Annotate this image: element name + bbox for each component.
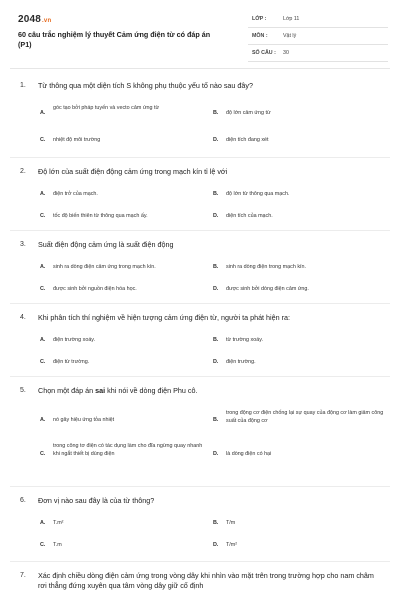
- document-title: 60 câu trắc nghiệm lý thuyết Cảm ứng điện từ có đáp án (P1): [18, 30, 211, 49]
- option-letter: C.: [40, 137, 46, 143]
- question-divider: [10, 157, 390, 158]
- logo-text: 2048: [18, 14, 42, 25]
- option-text: từ trường xoáy.: [226, 337, 264, 343]
- option-text: độ lớn cảm ứng từ: [226, 110, 271, 116]
- option-text: nhiệt độ môi trường: [53, 137, 101, 143]
- question-text-part: khi nói về dòng điện Phu cô.: [105, 386, 198, 395]
- option-letter: B.: [213, 264, 219, 270]
- question-divider: [10, 376, 390, 377]
- option-text: trong động cơ điện chống lại sự quay của động cơ làm giảm công suất của động cơ: [226, 410, 384, 424]
- question-divider: [10, 561, 390, 562]
- question-text: Khi phân tích thí nghiệm về hiện tượng cảm ứng điện từ, người ta phát hiện ra:: [38, 313, 291, 322]
- option-text: điện trở của mạch.: [53, 191, 98, 197]
- question-number: 4.: [20, 314, 26, 321]
- question-number: 7.: [20, 572, 26, 579]
- question-text-part: Chọn một đáp án: [38, 386, 96, 395]
- meta-value: Vật lý: [283, 33, 297, 39]
- option-letter: A.: [40, 110, 46, 116]
- option-letter: D.: [213, 137, 219, 143]
- meta-value: Lớp 11: [283, 16, 300, 22]
- option-letter: D.: [213, 451, 219, 457]
- meta-label: MÔN :: [252, 33, 268, 39]
- document-meta: [248, 14, 388, 65]
- option-letter: C.: [40, 359, 46, 365]
- question-text: Xác định chiều dòng điện cảm ứng trong vòng dây khi nhìn vào mặt trên trong trường hợp cho nam châm rơi thẳng đứng xuyên qua tâm vòng dây giữ cố định: [38, 571, 374, 590]
- option-letter: B.: [213, 520, 219, 526]
- option-letter: A.: [40, 191, 46, 197]
- option-letter: B.: [213, 191, 219, 197]
- meta-row-subject: [248, 31, 388, 45]
- question-text: Độ lớn của suất điện động cảm ứng trong mạch kín tỉ lệ với: [38, 167, 228, 176]
- meta-row-class: [248, 14, 388, 28]
- option-text: trong công tơ điện có tác dụng làm cho đĩa ngừng quay nhanh khi ngắt thiết bị dùng điện: [53, 443, 203, 457]
- option-text: được sinh bởi dòng điện cảm ứng.: [226, 286, 309, 292]
- question-divider: [10, 486, 390, 487]
- meta-value: 30: [283, 50, 289, 56]
- option-text: T.m: [53, 542, 62, 548]
- option-text: góc tạo bởi pháp tuyến và vecto cảm ứng từ: [53, 105, 160, 111]
- option-letter: C.: [40, 286, 46, 292]
- option-letter: A.: [40, 520, 46, 526]
- question-text-emphasis: sai: [95, 386, 106, 395]
- question-number: 6.: [20, 497, 26, 504]
- page-header: [0, 0, 400, 66]
- meta-label: LỚP :: [252, 16, 267, 22]
- option-letter: A.: [40, 417, 46, 423]
- option-text: T.m²: [53, 520, 64, 526]
- question-divider: [10, 230, 390, 231]
- option-letter: D.: [213, 286, 219, 292]
- option-letter: B.: [213, 110, 219, 116]
- meta-row-count: [248, 48, 388, 62]
- option-letter: B.: [213, 417, 219, 423]
- option-text: nó gây hiệu ứng tỏa nhiệt: [53, 417, 115, 423]
- question-text: Suất điện động cảm ứng là suất điện động: [38, 240, 174, 249]
- option-text: T/m²: [226, 542, 238, 548]
- option-text: là dòng điện có hại: [226, 451, 272, 457]
- question-divider: [10, 303, 390, 304]
- question-number: 2.: [20, 168, 26, 175]
- option-text: diện tích đang xét: [226, 137, 269, 143]
- option-text: diện tích của mạch.: [226, 213, 273, 219]
- option-text: sinh ra dòng điện trong mạch kín.: [226, 264, 307, 270]
- option-text: độ lớn từ thông qua mạch.: [226, 191, 290, 197]
- question-text: Từ thông qua một diện tích S không phụ thuộc yếu tố nào sau đây?: [38, 81, 253, 90]
- site-logo[interactable]: [18, 14, 51, 25]
- meta-label: SỐ CÂU :: [252, 50, 276, 56]
- header-divider: [10, 68, 390, 69]
- option-letter: D.: [213, 542, 219, 548]
- option-letter: C.: [40, 542, 46, 548]
- question-number: 1.: [20, 82, 26, 89]
- option-letter: C.: [40, 451, 46, 457]
- option-text: điện trường.: [226, 359, 256, 365]
- option-letter: D.: [213, 213, 219, 219]
- option-letter: C.: [40, 213, 46, 219]
- option-letter: B.: [213, 337, 219, 343]
- option-letter: D.: [213, 359, 219, 365]
- option-letter: A.: [40, 337, 46, 343]
- option-text: T/m: [226, 520, 236, 526]
- question-text: [38, 386, 378, 396]
- question-number: 5.: [20, 387, 26, 394]
- option-letter: A.: [40, 264, 46, 270]
- option-text: sinh ra dòng điện cảm ứng trong mạch kín.: [53, 264, 156, 270]
- question-number: 3.: [20, 241, 26, 248]
- option-text: điện trường xoáy.: [53, 337, 96, 343]
- option-text: được sinh bởi nguồn điện hóa học.: [53, 286, 137, 292]
- question-text: Đơn vị nào sau đây là của từ thông?: [38, 496, 155, 505]
- option-text: điện từ trường.: [53, 359, 90, 365]
- logo-suffix: .vn: [42, 18, 52, 24]
- option-text: tốc độ biến thiên từ thông qua mạch ấy.: [53, 213, 148, 219]
